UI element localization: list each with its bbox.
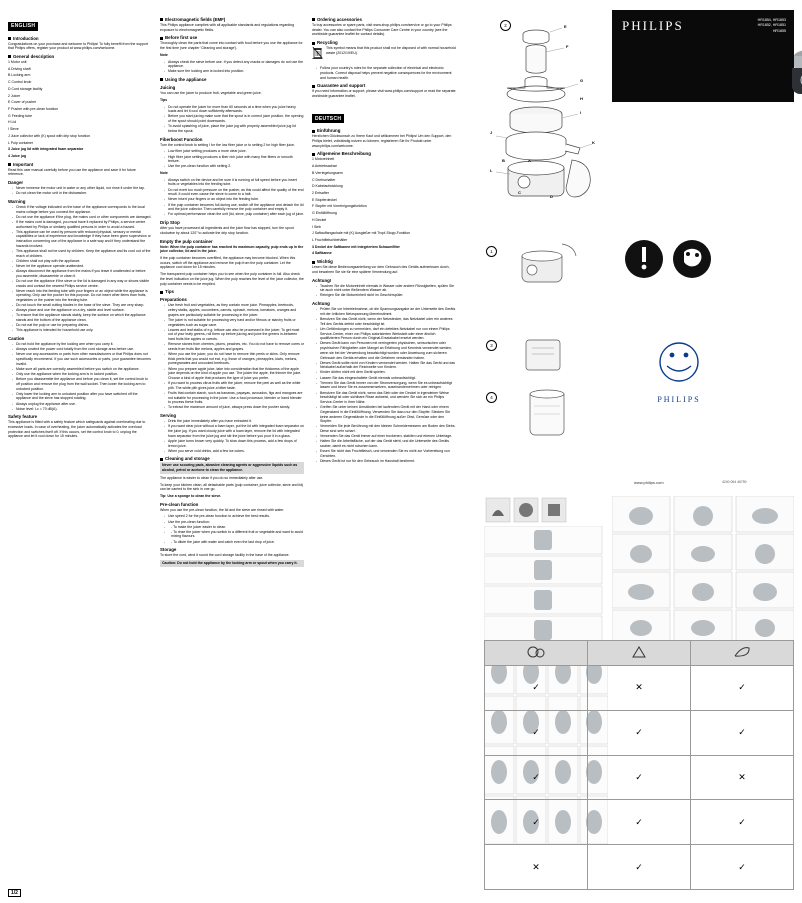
section-title-english: ENGLISH [8,22,38,31]
empty-note: Note: When the pulp container has reached its maximum capacity, pulp ends up in the juice collector, lid and in the juice. [160,244,304,254]
column-english-1 [8,14,152,874]
heading-general-description: General description [8,54,152,59]
table-row [485,845,794,890]
callout-1: 1 [486,246,497,257]
heading-before-first-use: Before first use [160,35,304,40]
list-item: - High fiber juice setting produces a fiber rich juice with many fine fibers or smooth texture. [165,155,304,164]
list-item: - This appliance is intended for household use only. [13,328,152,333]
heading-recycling: Recycling [312,40,456,45]
table-row [485,755,794,800]
compatibility-grid [484,640,794,890]
wheelie-bin-icon [312,46,323,64]
philips-shield-logo: PHILIPS [634,340,724,410]
section-title-deutsch: DEUTSCH [312,114,344,123]
appliance-photo [762,28,802,100]
list-item: - Dieses Gerät sollte nicht von Kindern verwendet werden. Halten Sie das Gerät und das Netzkabel außerhalb der Reichweite von Kindern. [317,361,456,370]
list-item: - The juicer is not suitable for processing very hard and/or fibrous or starchy fruits or vegetables such as sugar cane. [165,318,304,327]
cell-cross: ✕ [485,845,588,890]
list-item: - Never insert your fingers or an object into the feeding tube. [165,197,304,202]
warning-symbols [622,236,732,282]
list-item: - Always disconnect the appliance from the mains if you leave it unattended or before you assemble, disassemble or clean it. [13,269,152,278]
list-item: - Only lower the locking arm to unlocked position after you have switched off the appliance and the sieve has stopped rotating. [13,392,152,401]
tips-label: Tips [160,97,168,102]
dripstop-text: After you have processed all ingredients and the juice flow has stopped, turn the spout clockwise by about 120° to activate the drip stop function. [160,226,294,235]
recycling-list [312,66,456,80]
list-item: - Children shall not play with the appliance. [13,259,152,264]
list-item: - Apple juice turns brown very quickly. To slow down this process, add a few drops of lemon juice. [165,439,304,448]
cell-check: ✓ [691,710,794,755]
callout-3: 3 [486,340,497,351]
list-item: - Do not eat the pulp or use for preparing dishes. [13,323,152,328]
list-item: - Lassen Sie das eingeschaltete Gerät niemals unbeaufsichtigt. [317,376,456,381]
list-item: - Use the pre-clean function: [165,520,304,525]
list-item: - Reinigen Sie die Motoreinheit nicht im Geschirrspüler. [317,293,456,298]
callout-4: 4 [486,392,497,403]
page-number: 1/2 [8,889,21,897]
list-item: - Never immerse the motor unit in water or any other liquid, nor rinse it under the tap. [13,186,152,191]
list-item: - Fruits that contain starch, such as bananas, papayas, avocados, figs and mangoes are not suitable for processing in the juicer. Use a food processor, blender or hand blender to process these fruits. [165,391,304,405]
cell-check: ✓ [691,845,794,890]
cleaning-text-2: To keep your kitchen clean, all detachable parts (pulp container, juice collector, sieve and lid) can be carried to the sink in one go. [160,482,304,492]
intro-text: Congratulations on your purchase and welcome to Philips! To fully benefit from the support that Philips offers, register your product at www.philips.com/welcome. [8,41,149,51]
label-E: E [564,24,567,29]
step-panel-3 [498,334,606,378]
list-item: - This appliance can be used by persons with reduced physical, sensory or mental capabilities or lack of experience and knowledge if they have been given supervision or instruction concerning use of the appliance in a safe way and if they understand the hazards involved. [13,230,152,249]
preclean-text: When you use the pre-clean function, the lid and the sieve are rinsed with water. [160,507,285,512]
juicing-notes [160,178,304,217]
list-item: - Always place and use the appliance on a dry, stable and level surface. [13,308,152,313]
list-item: - This appliance shall not be used by children. Keep the appliance and its cord out of the reach of children. [13,249,152,258]
left-step-strip [484,526,604,644]
deutsch-important-text: Lesen Sie diese Bedienungsanleitung vor dem Gebrauch des Geräts aufmerksam durch, und bewahren Sie sie für eine spätere Verwendung auf. [312,265,450,274]
callout-2: 2 [500,20,511,31]
heading-ordering-accessories: Ordering accessories [312,17,456,22]
deutsch-warning-list [312,307,456,463]
ordering-text: To buy accessories or spare parts, visit www.shop.philips.com/service or go to your Philips dealer. You can also contact the Philips Consumer Care Centre in your country (see the worldwide guarantee leaflet for contact details). [312,23,452,37]
list-item: - If the pulp container becomes full during use, switch off the appliance and detach the lid and the juice collector. Then carefully remove the pulp container and empty it. [165,203,304,212]
table-row [485,800,794,845]
preparations-list [160,303,304,410]
label-H: H [580,96,583,101]
heading-emf: Electromagnetic fields (EMF) [160,17,304,22]
exploded-diagram [484,18,608,208]
list-item: - Always unwind the power cord totally from the cord storage area before use. [13,347,152,352]
list-item: - Essen Sie nicht das Fruchtfleisch, und verwenden Sie es nicht zur Vorbereitung von Gerichten. [317,449,456,458]
heading-cleaning-storage: Cleaning and storage [160,456,304,461]
caution-list [8,342,152,411]
heading-wichtig: Wichtig [312,259,456,264]
cleaning-warning: Never use scouring pads, abrasive cleaning agents or aggressive liquids such as alcohol, petrol or acetone to clean the appliance. [160,462,304,473]
deutsch-intro-text: Herzlichen Glückwunsch zu Ihrem Kauf und willkommen bei Philips! Um den Support, den Philips bietet, vollständig nutzen zu können, registrieren Sie Ihr Produkt unter www.philips.com/welcome. [312,134,452,148]
empty-text: If the pulp container becomes overfilled, the appliance may become blocked. When this occurs, switch off the appliance and remove the pulp from the pulp container. Let the appliance cool down for 15 minutes. [160,255,296,270]
cell-check: ✓ [485,755,588,800]
list-item: - Always switch on the device and be sure it is running at full speed before you insert fruits or vegetables into the feeding tube. [165,178,304,187]
list-item: - When you serve cold drinks, add a few ice cubes. [165,449,304,454]
storage-text: To store the cord, wind it round the cord storage facility in the base of the appliance. [160,553,290,558]
column-english-2 [160,14,304,874]
list-item: - Make sure the locking arm is locked into position. [165,69,304,74]
heading-preparations: Preparations [160,297,187,303]
cell-check: ✓ [691,800,794,845]
heading-empty-pulp-container: Empty the pulp container [160,238,213,244]
list-item: - Do not operate the juicer for more than 60 seconds at a time when you juice heavy loads and let it cool down sufficiently afterwards. [165,105,304,114]
list-item: - To extract the maximum amount of juice, always press down the pusher slowly. [165,405,304,410]
cell-cross: ✕ [588,666,691,711]
transparent-container-text: The transparent pulp container helps you to see when the pulp container is full. Also check the level indication on the juice jug. When the pulp reaches the level of the juice collector, the pulp container needs to be emptied. [160,272,304,286]
leafy-icon [691,641,794,666]
label-G: G [580,78,584,83]
label-I: I [580,110,582,115]
list-item: - If the mains cord is damaged, you must have it replaced by Philips, a service centre authorised by Philips or similarly qualified persons in order to avoid a hazard. [13,220,152,229]
cell-check: ✓ [588,755,691,800]
deutsch-danger-list [312,284,456,299]
danger-list [8,186,152,196]
heading-allgemeine-beschreibung: Allgemeine Beschreibung [312,151,456,156]
warning-list [8,205,152,333]
list-item: - Follow your country's rules for the separate collection of electrical and electronic products. Correct disposal helps prevent negative consequences for the environment and human health. [317,66,456,80]
parts-list: 1 Motor unit A Driving shaft B Locking arm C Control knob D Cord storage facility 2 Juicer E Cover of pusher F Pusher with pre-clean function G Feeding tube H Lid I Sieve J Juice collector with (K) spout with drip stop function L Pulp container 3 Juice jug lid with integrated foam separator 4 Juice jug [8,59,91,158]
cell-check: ✓ [588,800,691,845]
list-item: - Tauchen Sie die Motoreinheit niemals in Wasser oder andere Flüssigkeiten, spülen Sie sie auch nicht unter fließendem Wasser ab. [317,284,456,293]
guarantee-text: If you need information or support, please visit www.philips.com/support or read the separate worldwide guarantee leaflet. [312,89,456,99]
cell-check: ✓ [588,845,691,890]
list-item: - Use speed 2 for the pre-clean function to achieve the best results. [165,514,304,519]
list-item: - When you use the juicer, you do not have to remove thin peels or skins. Only remove thick peels that you would not eat, e.g. those of oranges, pineapples, kiwis, melons, pomegranates and uncooked beetroots. [165,352,304,366]
heading-using-appliance: Using the appliance [160,77,304,82]
step-thumbnails [612,496,794,644]
compatibility-table [484,640,794,890]
list-item: - Always check the sieve before use. If you detect any cracks or damages do not use the appliance. [165,60,304,69]
list-item: - Prüfen Sie vor Inbetriebnahme, ob die Spannungsangabe an der Unterseite des Geräts mit der örtlichen Netzspannung übereinstimmt. [317,307,456,316]
list-item: - Dieses Gerät ist nur für den Gebrauch im Haushalt bestimmt. [317,459,456,464]
cell-check: ✓ [485,666,588,711]
juicing-steps [160,105,304,134]
list-item: - Make sure all parts are correctly assembled before you switch on the appliance. [13,367,152,372]
heading-serving: Serving [160,413,177,419]
important-text: Read this user manual carefully before you use the appliance and save it for future reference. [8,167,136,177]
list-item: - Never use any accessories or parts from other manufacturers or that Philips does not specifically recommend. If you use such accessories or parts, your guarantee becomes invalid. [13,352,152,366]
list-item: - To avoid splashing of juice, place the juice jug with properly assembled juice jug lid below the spout. [165,124,304,133]
cell-check: ✓ [691,666,794,711]
step-panel-1 [498,238,606,290]
heading-achtung-warning: Achtung [312,301,330,307]
table-row [485,710,794,755]
list-item: - Do not clean the motor unit in the dishwasher. [13,191,152,196]
serving-list [160,419,304,453]
list-item: - Verwenden Sie das Gerät immer auf einer trockenen, stabilen und ebenen Unterlage. [317,434,456,439]
vegetable-icon [588,641,691,666]
heading-einfuehrung: Einführung [312,128,456,133]
list-item: - If you want to process citrus fruits with the juicer, remove the peel as well as the white pith. The white pith gives juice a bitter taste. [165,381,304,390]
heading-guarantee-support: Guarantee and support [312,83,456,88]
cell-check: ✓ [485,710,588,755]
list-item: - - To rinse the juicer when you switch to a different fruit or vegetable and want to avoid mixing flavours. [165,530,304,539]
list-item: - Benutzen Sie das Gerät nicht, wenn der Netzstecker, das Netzkabel oder ein anderes Teil des Geräts defekt oder beschädigt ist. [317,317,456,326]
list-item: - Remove stones from cherries, plums, peaches, etc. You do not have to remove cores or seeds from fruits like melons, apples and grapes. [165,342,304,351]
list-item: - If you want clear juice without a foam layer, put the lid with integrated foam separator on the juice jug. If you want cloudy juice with a foam layer, remove the lid with integrated foam separator from the juice jug and stir the juice before you pour it in a glass. [165,424,304,438]
list-item: - Before you disassemble the appliance and before you clean it, set the control knob to off position and remove the plug from the wall socket. Then lower the locking arm to unlocked position. [13,377,152,391]
list-item: - Never reach into the feeding tube with your fingers or an object while the appliance is operating. Only use the pusher for this purpose. Do not insert other items than fruits, vegetables or the pusher into the feeding tube. [13,289,152,303]
list-item: - Do not exert too much pressure on the pusher, as this could affect the quality of the end result. It could even cause the sieve to come to a halt. [165,188,304,197]
list-item: - Um Gefährdungen zu vermeiden, darf ein defektes Netzkabel nur von einem Philips Service-Center, einer von Philips autorisierten Werkstatt oder einer ähnlich qualifizierten Person durch ein Original-Ersatzkabel ersetzt werden. [317,327,456,341]
heading-achtung-danger: Achtung! [312,277,332,283]
cell-check: ✓ [588,710,691,755]
emf-text: This Philips appliance complies with all applicable standards and regulations regarding exposure to electromagnetic fields. [160,23,295,32]
list-item: - - To make the juicer easier to clean. [165,525,304,530]
fruit-icon [485,641,588,666]
cell-cross: ✕ [691,755,794,800]
philips-logo: PHILIPS [622,18,684,33]
heading-warning: Warning [8,198,26,204]
list-item: - Use the pre-clean function with setting 2. [165,164,304,169]
list-item: - Do not hold the appliance by the locking arm when you carry it. [13,342,152,347]
list-item: - When you prepare apple juice, take into consideration that the thickness of the apple juice depends on the kind of apple you use. The juicier the apple, the thinner the juice. Choose a kind of apple that produces the type of juice you prefer. [165,367,304,381]
list-item: - Trennen Sie das Gerät immer von der Stromversorgung, wenn Sie es unbeaufsichtigt lassen und bevor Sie es zusammensetzen, auseinandernehmen oder reinigen. [317,381,456,390]
list-item: - Always unplug the appliance after use. [13,402,152,407]
list-item: - Greifen Sie unter keinen Umständen bei laufendem Gerät mit der Hand oder einem Gegenstand in die Einfüllöffnung. Verwenden Sie dazu nur den Stopfer. Stecken Sie keine anderen Gegenstände in die Einfüllöffnung außer Obst, Gemüse oder den Stopfer. [317,405,456,424]
label-K: K [592,140,595,145]
label-J: J [490,130,493,135]
label-D: D [550,194,553,199]
heading-pre-clean: Pre-clean function [160,501,199,507]
list-item: - Do not use the appliance if the sieve or the lid is damaged in any way or shows visible cracks and contact the nearest Philips service centre. [13,279,152,288]
heading-tips: Tips [160,289,304,294]
heading-introduction: Introduction [8,36,152,41]
deutsch-parts-list: 1 Motoreinheit A Antriebsachse B Verriegelungsarm C Drehschalter D Kabelaufwicklung 2 Entsafter E Stopferdeckel F Stopfer mit Vorreinigungsfunktion G Einfüllöffnung H Deckel I Sieb J Saftauffangschale mit (K) Ausgießer mit Tropf-Stopp-Funktion L Fruchtfleischbehälter 3 Deckel der Saftkanne mit integriertem Schaumfilter 4 Saftkanne [312,157,411,256]
recycling-text-1: This symbol means that this product shall not be disposed of with normal household waste (2012/19/EU). [326,46,456,55]
doc-code: 4240 064 46790 [722,480,747,484]
heading-juicing: Juicing [160,85,176,91]
list-item: - Kinder dürfen nicht mit dem Gerät spielen. [317,370,456,375]
list-item: - Do not touch the small cutting blades in the base of the sieve. They are very sharp. [13,303,152,308]
website-url: www.philips.com [634,480,664,485]
list-item: - Vermeiden Sie jede Berührung mit den kleinen Schneidemessern am Boden des Siebs. Diese sind sehr scharf. [317,424,456,433]
fiberboost-list [160,149,304,169]
list-item: - Use fresh fruit and vegetables, as they contain more juice. Pineapples, beetroots, celery stalks, apples, cucumbers, carrots, spinach, melons, tomatoes, oranges and grapes are particularly suitable for processing in the juicer. [165,303,304,317]
note-label: Note [160,52,168,57]
list-item: - - To dilute the juice with water and catch even the last drop of juice. [165,540,304,545]
heading-storage: Storage [160,547,177,553]
brand-panel [612,10,794,102]
cleaning-text-1: The appliance is easier to clean if you do so immediately after use. [160,475,264,480]
heading-caution: Caution [8,336,25,342]
heading-fiberboost: Fiberboost Function [160,136,203,142]
list-item: - Leaves and leaf stalks of e.g. lettuce can also be processed in the juicer. To get most out of your leafy greens, roll them up before juicing and juice the greens in-between hard fruits like apples or carrots. [165,328,304,342]
juicing-text: You can use the juicer to produce fruit, vegetable and green juice. [160,91,262,96]
note-label-2: Note [160,171,168,176]
list-item: - Drink the juice immediately after you have extracted it. [165,419,304,424]
preclean-list [160,514,304,544]
label-F: F [566,44,569,49]
cleaning-tip: Tip: Use a sponge to clean the sieve. [160,494,222,498]
list-item: - Dieses Gerät kann von Personen mit verringerten physischen, sensorischen oder psychischen Fähigkeiten oder Mangel an Erfahrung und Kenntnis verwendet werden, wenn sie bei der Verwendung beaufsichtigt wurden oder Anweisung zum sicheren Gebrauch des Geräts erhalten und die Gefahren verstanden haben. [317,341,456,360]
heading-danger: Danger [8,180,24,186]
label-B: B [502,158,505,163]
table-row [485,666,794,711]
list-item: - To ensure that the appliance stands stably, keep the surface on which the appliance stands and the bottom of the appliance clean. [13,313,152,322]
fiberboost-text: Turn the control knob to setting I for the low fiber juice or to setting 2 for high fiber juice. [160,142,295,147]
list-item: - Noise level: Lc = 70 dB(A). [13,407,152,412]
label-C: C [518,190,521,195]
label-A: A [528,158,531,163]
list-item: - Check if the voltage indicated on the base of the appliance corresponds to the local mains voltage before you connect the appliance. [13,205,152,214]
safety-text: This appliance is fitted with a safety feature which safeguards against overheating due to excessive loads. In case of overheating, the juicer automatically activates the overload protection and switches itself off. If this occurs, set the control knob to 0, unplug the appliance and let it cool down for 15 minutes. [8,420,146,439]
list-item: - Do not use the appliance if the plug, the mains cord or other components are damaged. [13,215,152,220]
cell-check: ✓ [485,800,588,845]
column-mixed [312,14,456,874]
step-panel-4 [498,386,606,442]
table-header-row [485,641,794,666]
heading-drip-stop: Drip Stop [160,220,180,226]
model-numbers: HR1854, HR1853 HR1852, HR1851 HR1855 [757,18,786,33]
list-item: - Only use the appliance when the locking arm is in locked position. [13,372,152,377]
list-item: - Low fiber juice setting produces a more clear juice. [165,149,304,154]
storage-caution: Caution: Do not hold the appliance by the locking arm or spout when you carry it. [160,560,304,567]
heading-safety-feature: Safety feature [8,414,38,420]
list-item: - Never let the appliance operate unattended. [13,264,152,269]
list-item: - Benutzen Sie das Gerät nicht, wenn das Sieb oder der Deckel in irgendeiner Weise beschädigt ist oder sichtbare Risse aufweist, und wenden Sie sich an ein Philips Service-Center in Ihrer Nähe. [317,391,456,405]
list-item: - Before you start juicing make sure that the spout is in correct juice position, the opening of the spout should point downwards. [165,114,304,123]
label-L: L [490,168,493,173]
list-item: - Halten Sie die Arbeitsfläche, auf der das Gerät steht, und die Unterseite des Geräts sauber, damit es nicht rutschen kann. [317,439,456,448]
heading-important: Important [8,162,152,167]
list-item: - For optimal performance clean the unit (lid, sieve, pulp container) after each jug of juice. [165,212,304,217]
before-text: Thoroughly clean the parts that come into contact with food before you use the appliance for the first time (see chapter 'Cleaning and storage'). [160,41,303,51]
before-notes [160,60,304,75]
